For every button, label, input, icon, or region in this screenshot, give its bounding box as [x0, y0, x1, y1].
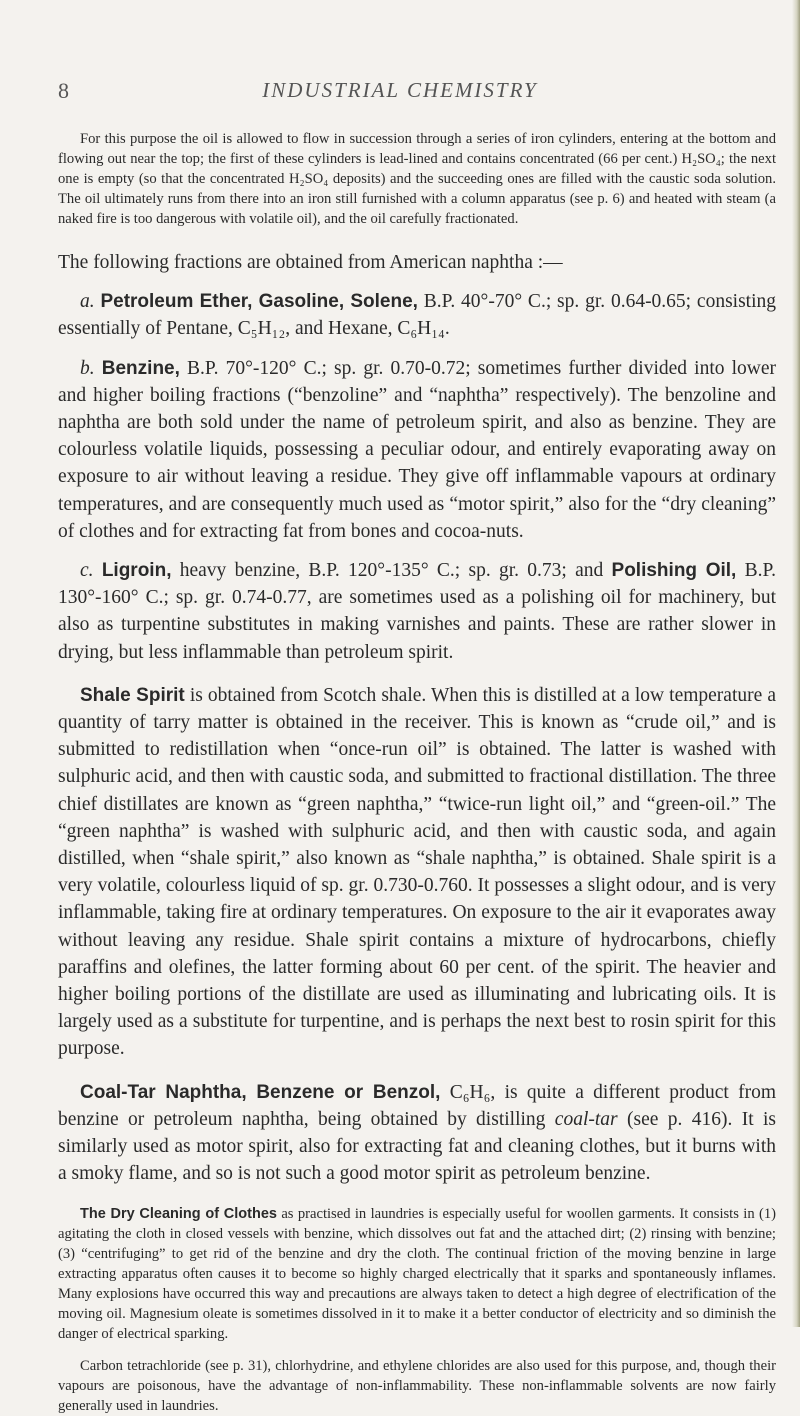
text-coal-tar-italic: coal-tar	[554, 1108, 618, 1130]
page-header	[0, 78, 800, 108]
paragraph-petroleum-ether	[58, 288, 776, 342]
item-marker: a.	[80, 291, 95, 313]
running-head: INDUSTRIAL CHEMISTRY	[262, 78, 538, 102]
heading-benzine: Benzine,	[101, 357, 180, 379]
text-dry-cleaning: as practised in laundries is especially useful for woollen garments. It consists in (1) agitating the cloth in closed vessels with benzine, which dissolves out fat and the attached dirt; (2) rinsing with benzine; (3) “centrifuging” to get rid of the benzine and dry the cloth. The continual friction of the moving benzine in large extracting apparatus often causes it to become so highly charged electrically that it sparks and spontaneously inflames. Many explosions have occurred this way and precautions are always taken to detect a high degree of electrification of the moving oil. Magnesium oleate is sometimes dissolved in it to make it a better conductor of electricity and so diminish the danger of electrical sparking.	[58, 1205, 776, 1342]
heading-dry-cleaning: The Dry Cleaning of Clothes	[80, 1205, 277, 1222]
page-edge-shadow	[792, 0, 800, 1327]
page-body	[58, 129, 776, 1416]
paragraph-iron-cylinders: For this purpose the oil is allowed to flow in succession through a series of iron cylinders, entering at the bottom and flowing out near the top; the first of these cylinders is lead-lined and contains concentrated (66 per cent.) H₂SO₄; the next one is empty (so that the concentrated H₂SO₄ deposits) and the succeeding ones are filled with the caustic soda solution. The oil ultimately runs from there into an iron still furnished with a column apparatus (see p. 6) and heated with steam (a naked fire is too dangerous with volatile oil), and the oil carefully fractionated.	[58, 131, 776, 227]
heading-petroleum-ether: Petroleum Ether, Gasoline, Solene,	[100, 291, 418, 313]
paragraph-shale-spirit	[58, 682, 776, 1063]
item-marker: c.	[80, 560, 94, 582]
text-polishing-oil: B.P. 130°-160° C.; sp. gr. 0.74-0.77, are sometimes used as a polishing oil for machinery, but also as turpentine substitutes in making varnishes and paints. These are rather slower in drying, but less inflammable than petroleum spirit.	[58, 560, 777, 663]
paragraph-coal-tar-naphtha	[58, 1079, 776, 1188]
heading-ligroin: Ligroin,	[101, 560, 172, 582]
text-petroleum-ether: B.P. 40°-70° C.; sp. gr. 0.64-0.65; consisting essentially of Pentane, C₅H₁₂, and Hexane, C₆H₁₄.	[58, 291, 777, 340]
text-shale-spirit: is obtained from Scotch shale. When this is distilled at a low temperature a quantity of tarry matter is obtained in the receiver. This is known as “crude oil,” and is submitted to redistillation when “once-run oil” is obtained. The latter is washed with sulphuric acid, and then with caustic soda, and submitted to fractional distillation. The three chief distillates are known as “green naphtha,” “twice-run light oil,” and “green-oil.” The “green naphtha” is washed with sulphuric acid, and then with caustic soda, and again distilled, when “shale spirit,” also known as “shale naphtha,” is obtained. Shale spirit is a very volatile, colourless liquid of sp. gr. 0.730-0.760. It possesses a slight odour, and is very inflammable, taking fire at ordinary temperatures. On exposure to the air it evaporates away without leaving any residue. Shale spirit contains a mixture of hydrocarbons, chiefly paraffins and olefines, the latter forming about 60 per cent. of the spirit. The heavier and higher boiling portions of the distillate are used as illuminating and lubricating oils. It is largely used as a substitute for turpentine, and is perhaps the next best to rosin spirit for this purpose.	[58, 684, 777, 1060]
paragraph-fractions-intro: The following fractions are obtained from American naphtha :—	[58, 252, 563, 273]
item-marker: b.	[80, 357, 95, 379]
heading-coal-tar-naphtha: Coal-Tar Naphtha, Benzene or Benzol,	[80, 1081, 441, 1103]
heading-shale-spirit: Shale Spirit	[80, 684, 185, 706]
page-number: 8	[58, 78, 70, 103]
paragraph-dry-cleaning	[58, 1204, 776, 1344]
paragraph-ligroin	[58, 557, 776, 666]
paragraph-carbon-tetrachloride: Carbon tetrachloride (see p. 31), chlorhydrine, and ethylene chlorides are also used for this purpose, and, though their vapours are poisonous, have the advantage of non-inflammability. These non-inflammable solvents are now fairly generally used in laundries.	[58, 1357, 776, 1414]
text-ligroin: heavy benzine, B.P. 120°-135° C.; sp. gr. 0.73; and	[179, 560, 604, 582]
paragraph-benzine	[58, 355, 776, 545]
text-coal-tar-naphtha: C₆H₆, is quite a different product from benzine or petroleum naphtha, being obtained by distilling	[58, 1081, 776, 1130]
text-coal-tar-naphtha-cont: (see p. 416). It is similarly used as motor spirit, also for extracting fat and cleaning clothes, but it burns with a smoky flame, and so is not such a good motor spirit as petroleum benzine.	[58, 1108, 777, 1185]
text-benzine: B.P. 70°-120° C.; sp. gr. 0.70-0.72; sometimes further divided into lower and higher boiling fractions (“benzoline” and “naphtha” respectively). The benzoline and naphtha are both sold under the name of petroleum spirit, and also as benzine. They are colourless volatile liquids, possessing a peculiar odour, and entirely evaporating away on exposure to air without leaving a residue. They give off inflammable vapours at ordinary temperatures, and are consequently much used as “motor spirit,” also for the “dry cleaning” of clothes and for extracting fat from bones and cocoa-nuts.	[58, 357, 777, 542]
heading-polishing-oil: Polishing Oil,	[611, 560, 737, 582]
